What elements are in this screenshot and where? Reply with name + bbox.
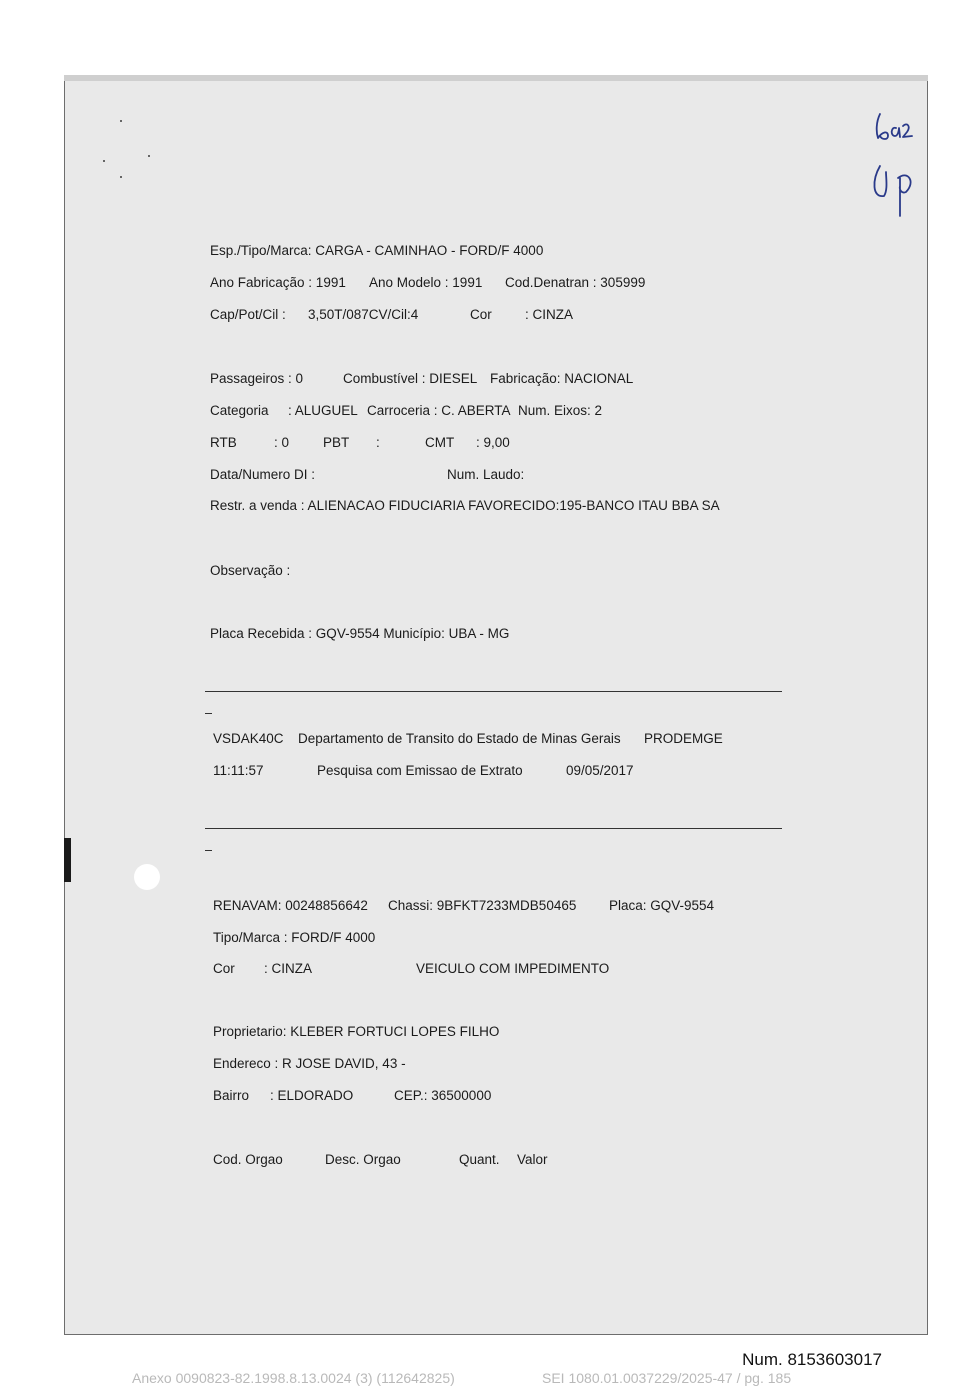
cor-label-2: Cor [213,961,235,976]
combustivel: Combustível : DIESEL [343,371,478,386]
system-code: VSDAK40C [213,731,284,746]
cor-value-2: : CINZA [264,961,313,976]
restricao-venda: Restr. a venda : ALIENACAO FIDUCIARIA FAVORECIDO:195-BANCO ITAU BBA SA [210,498,720,513]
carroceria: Carroceria : C. ABERTA [367,403,511,418]
fabricacao: Fabricação: NACIONAL [490,371,634,386]
ano-modelo: Ano Modelo : 1991 [369,275,483,290]
separator-dash [205,850,212,851]
tipo-marca: Tipo/Marca : FORD/F 4000 [213,930,376,945]
scan-top-shadow [64,75,928,81]
column-desc-orgao: Desc. Orgao [325,1152,401,1167]
rtb-value: : 0 [274,435,290,450]
cor-value: : CINZA [525,307,574,322]
chassi: Chassi: 9BFKT7233MDB50465 [388,898,577,913]
categoria-value: : ALUGUEL [288,403,358,418]
passageiros: Passageiros : 0 [210,371,304,386]
cap-pot-cil-value: 3,50T/087CV/Cil:4 [308,307,419,322]
bairro-value: : ELDORADO [270,1088,354,1103]
pbt-value: : [376,435,380,450]
cep: CEP.: 36500000 [394,1088,492,1103]
cod-denatran: Cod.Denatran : 305999 [505,275,646,290]
num-eixos: Num. Eixos: 2 [518,403,603,418]
document-number: Num. 8153603017 [742,1350,882,1369]
org-name: PRODEMGE [644,731,723,746]
scan-speck [120,176,122,178]
column-valor: Valor [517,1152,548,1167]
separator-dash [205,713,212,714]
query-time: 11:11:57 [213,763,264,778]
department-name: Departamento de Transito do Estado de Minas Gerais [298,731,621,746]
cor-label: Cor [470,307,492,322]
sei-reference: SEI 1080.01.0037229/2025-47 / pg. 185 [542,1370,792,1386]
bairro-label: Bairro [213,1088,250,1103]
cmt-label: CMT [425,435,455,450]
placa-recebida: Placa Recebida : GQV-9554 Município: UBA - MG [210,626,510,641]
anexo-reference: Anexo 0090823-82.1998.8.13.0024 (3) (112642825) [132,1370,455,1386]
cap-pot-cil-label: Cap/Pot/Cil : [210,307,286,322]
data-numero-di: Data/Numero DI : [210,467,316,482]
handwritten-annotation [866,108,922,220]
observacao: Observação : [210,563,291,578]
categoria-label: Categoria [210,403,269,418]
endereco: Endereco : R JOSE DAVID, 43 - [213,1056,406,1071]
esp-tipo-marca: Esp./Tipo/Marca: CARGA - CAMINHAO - FORD/F 4000 [210,243,544,258]
column-quant: Quant. [459,1152,500,1167]
placa: Placa: GQV-9554 [609,898,715,913]
scan-speck [103,160,105,162]
scan-edge-mark [64,838,71,882]
column-cod-orgao: Cod. Orgao [213,1152,283,1167]
scan-speck [148,155,150,157]
rtb-label: RTB [210,435,237,450]
impedimento-status: VEICULO COM IMPEDIMENTO [416,961,610,976]
cmt-value: : 9,00 [476,435,510,450]
renavam: RENAVAM: 00248856642 [213,898,368,913]
proprietario: Proprietario: KLEBER FORTUCI LOPES FILHO [213,1024,500,1039]
num-laudo: Num. Laudo: [447,467,525,482]
query-type: Pesquisa com Emissao de Extrato [317,763,523,778]
scan-speck [120,120,122,122]
punch-hole [134,864,160,890]
ano-fabricacao: Ano Fabricação : 1991 [210,275,346,290]
separator-line [205,691,782,692]
pbt-label: PBT [323,435,350,450]
scanned-page [64,75,928,1335]
query-date: 09/05/2017 [566,763,634,778]
separator-line [205,828,782,829]
